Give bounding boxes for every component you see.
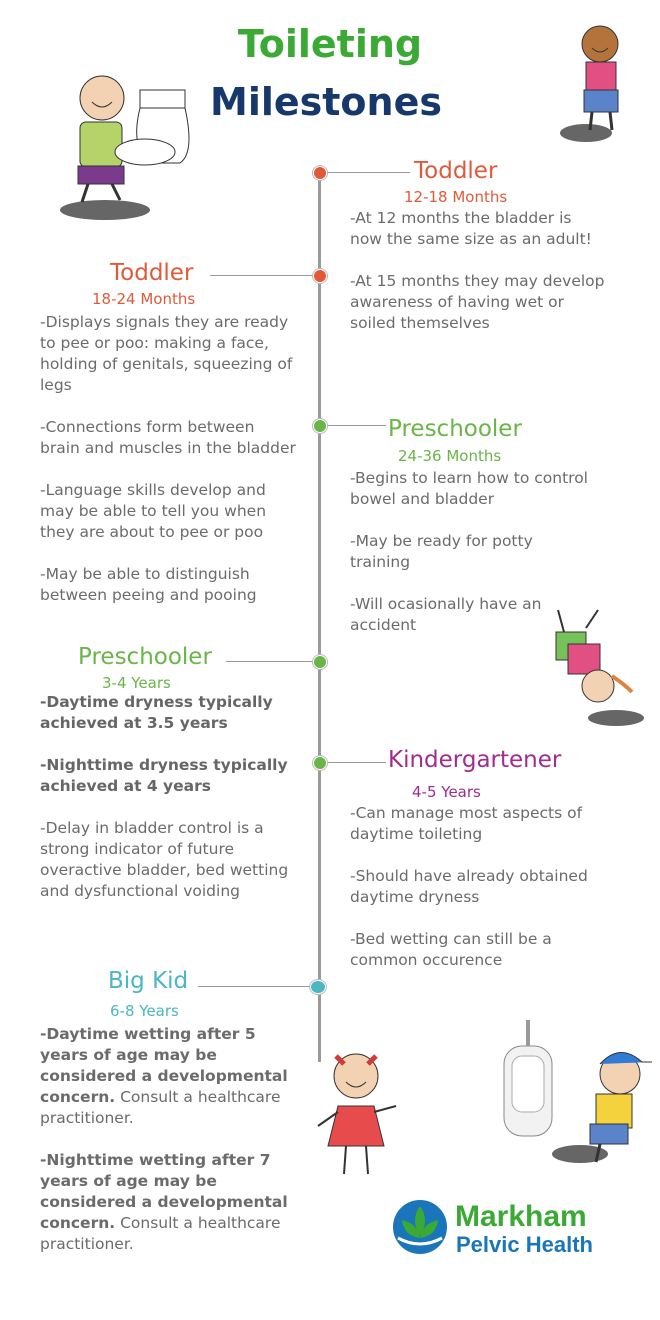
timeline-dot	[310, 980, 326, 994]
preschooler-24-36-heading: Preschooler	[388, 416, 522, 442]
connector	[320, 425, 386, 426]
milestone-item: -Displays signals they are ready to pee or poo: making a face, holding of genitals, squeezing of legs	[40, 313, 293, 394]
logo-text-pelvic-health: Pelvic Health	[456, 1232, 593, 1257]
milestone-item-normal: Consult a healthcare practitioner.	[40, 1214, 281, 1253]
milestone-item: -Connections form between brain and muscles in the bladder	[40, 418, 296, 457]
toddler-12-18-list	[350, 208, 605, 355]
milestone-item: -At 15 months they may develop awareness of having wet or soiled themselves	[350, 272, 605, 332]
toddler-18-24-heading: Toddler	[110, 260, 194, 286]
toddler-18-24-list	[40, 312, 298, 627]
milestone-item: -Can manage most aspects of daytime toileting	[350, 804, 583, 843]
milestone-item	[40, 1024, 290, 1129]
milestone-item: -May be able to distinguish between peeing and pooing	[40, 565, 257, 604]
timeline-dot	[313, 655, 327, 669]
milestone-item-bold: -Nighttime wetting after 7 years of age may be considered a developmental concern.	[40, 1151, 288, 1232]
kindergartener-heading: Kindergartener	[388, 747, 562, 773]
child-toilet-illustration	[40, 60, 210, 230]
milestone-item: -Will ocasionally have an accident	[350, 595, 542, 634]
lotus-logo-icon	[390, 1198, 450, 1256]
timeline-dot	[313, 166, 327, 180]
timeline-dot	[313, 269, 327, 283]
girl-illustration	[308, 1046, 408, 1181]
milestone-item: -Nighttime dryness typically achieved at 4 years	[40, 756, 288, 795]
milestone-item	[40, 1150, 290, 1255]
kindergartener-range: 4-5 Years	[412, 783, 481, 801]
timeline-line	[318, 172, 321, 1062]
preschooler-3-4-list	[40, 692, 295, 923]
milestone-item: -Language skills develop and may be able to tell you when they are about to pee or poo	[40, 481, 267, 541]
milestone-item: -Delay in bladder control is a strong indicator of future overactive bladder, bed wetting and dysfunctional voiding	[40, 819, 289, 900]
milestone-item: -Bed wetting can still be a common occurence	[350, 930, 552, 969]
connector	[198, 986, 316, 987]
milestone-item: -May be ready for potty training	[350, 532, 533, 571]
connector	[320, 172, 410, 173]
child-standing-illustration	[556, 20, 636, 145]
connector	[226, 661, 320, 662]
connector	[320, 762, 386, 763]
logo-text-markham: Markham	[455, 1200, 587, 1233]
toddler-12-18-heading: Toddler	[414, 158, 498, 184]
toddler-12-18-range: 12-18 Months	[404, 188, 508, 206]
connector	[210, 275, 320, 276]
milestone-item: -At 12 months the bladder is now the same size as an adult!	[350, 209, 592, 248]
milestone-item-bold: -Daytime wetting after 5 years of age may be considered a developmental concern.	[40, 1025, 288, 1106]
milestone-item: -Daytime dryness typically achieved at 3.5 years	[40, 693, 273, 732]
kindergartener-list	[350, 803, 600, 992]
timeline-dot	[313, 419, 327, 433]
timeline-dot	[313, 756, 327, 770]
big-kid-range: 6-8 Years	[110, 1002, 179, 1020]
preschooler-24-36-range: 24-36 Months	[398, 447, 502, 465]
milestone-item: -Should have already obtained daytime dryness	[350, 867, 588, 906]
big-kid-list	[40, 1024, 290, 1276]
milestone-item-normal: Consult a healthcare practitioner.	[40, 1088, 281, 1127]
milestone-item: -Begins to learn how to control bowel and bladder	[350, 469, 588, 508]
preschooler-3-4-heading: Preschooler	[78, 644, 212, 670]
big-kid-heading: Big Kid	[108, 968, 189, 994]
toddler-18-24-range: 18-24 Months	[92, 290, 196, 308]
page-title-line2: Milestones	[210, 80, 442, 124]
preschooler-24-36-list	[350, 468, 590, 657]
preschooler-3-4-range: 3-4 Years	[102, 674, 171, 692]
page-title-line1: Toileting	[237, 22, 423, 66]
boy-urinal-illustration	[496, 1020, 656, 1170]
